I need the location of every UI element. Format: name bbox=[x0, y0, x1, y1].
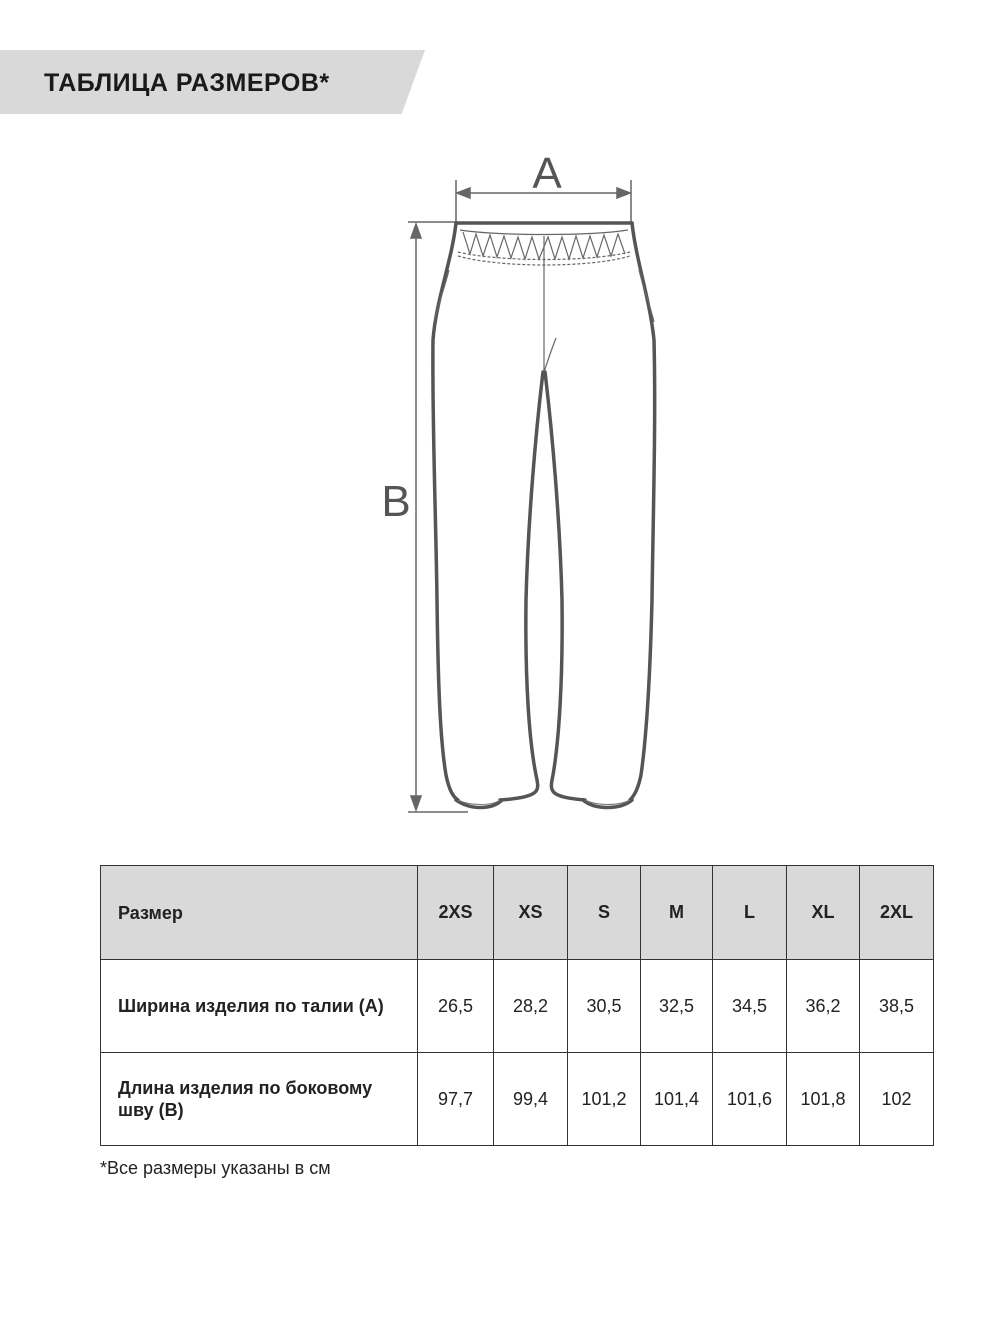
table-cell: 36,2 bbox=[787, 960, 860, 1053]
pants-diagram bbox=[360, 140, 680, 830]
table-cell: 26,5 bbox=[418, 960, 494, 1053]
label-a: A bbox=[532, 149, 562, 198]
size-table bbox=[100, 865, 934, 1146]
size-header: 2XL bbox=[860, 866, 934, 960]
size-header: XS bbox=[494, 866, 568, 960]
table-cell: 34,5 bbox=[713, 960, 787, 1053]
table-cell: 28,2 bbox=[494, 960, 568, 1053]
waistband-detail bbox=[434, 230, 654, 372]
size-header: S bbox=[568, 866, 641, 960]
size-header: XL bbox=[787, 866, 860, 960]
table-cell: 101,6 bbox=[713, 1053, 787, 1146]
table-row bbox=[101, 960, 934, 1053]
table-cell: 32,5 bbox=[641, 960, 713, 1053]
page-title: ТАБЛИЦА РАЗМЕРОВ* bbox=[44, 69, 330, 97]
table-cell: 38,5 bbox=[860, 960, 934, 1053]
table-cell: 101,2 bbox=[568, 1053, 641, 1146]
table-header-row bbox=[101, 866, 934, 960]
size-header: L bbox=[713, 866, 787, 960]
table-row bbox=[101, 1053, 934, 1146]
label-b: B bbox=[381, 477, 411, 526]
table-cell: 102 bbox=[860, 1053, 934, 1146]
table-cell: 30,5 bbox=[568, 960, 641, 1053]
footnote: *Все размеры указаны в см bbox=[100, 1158, 331, 1178]
table-cell: 101,8 bbox=[787, 1053, 860, 1146]
table-cell: 99,4 bbox=[494, 1053, 568, 1146]
row-label: Длина изделия по боковому шву (В) bbox=[101, 1053, 418, 1146]
header-label: Размер bbox=[101, 866, 418, 960]
table-cell: 97,7 bbox=[418, 1053, 494, 1146]
cuff-detail bbox=[458, 800, 630, 805]
size-header: M bbox=[641, 866, 713, 960]
table-cell: 101,4 bbox=[641, 1053, 713, 1146]
size-header: 2XS bbox=[418, 866, 494, 960]
row-label: Ширина изделия по талии (А) bbox=[101, 960, 418, 1053]
